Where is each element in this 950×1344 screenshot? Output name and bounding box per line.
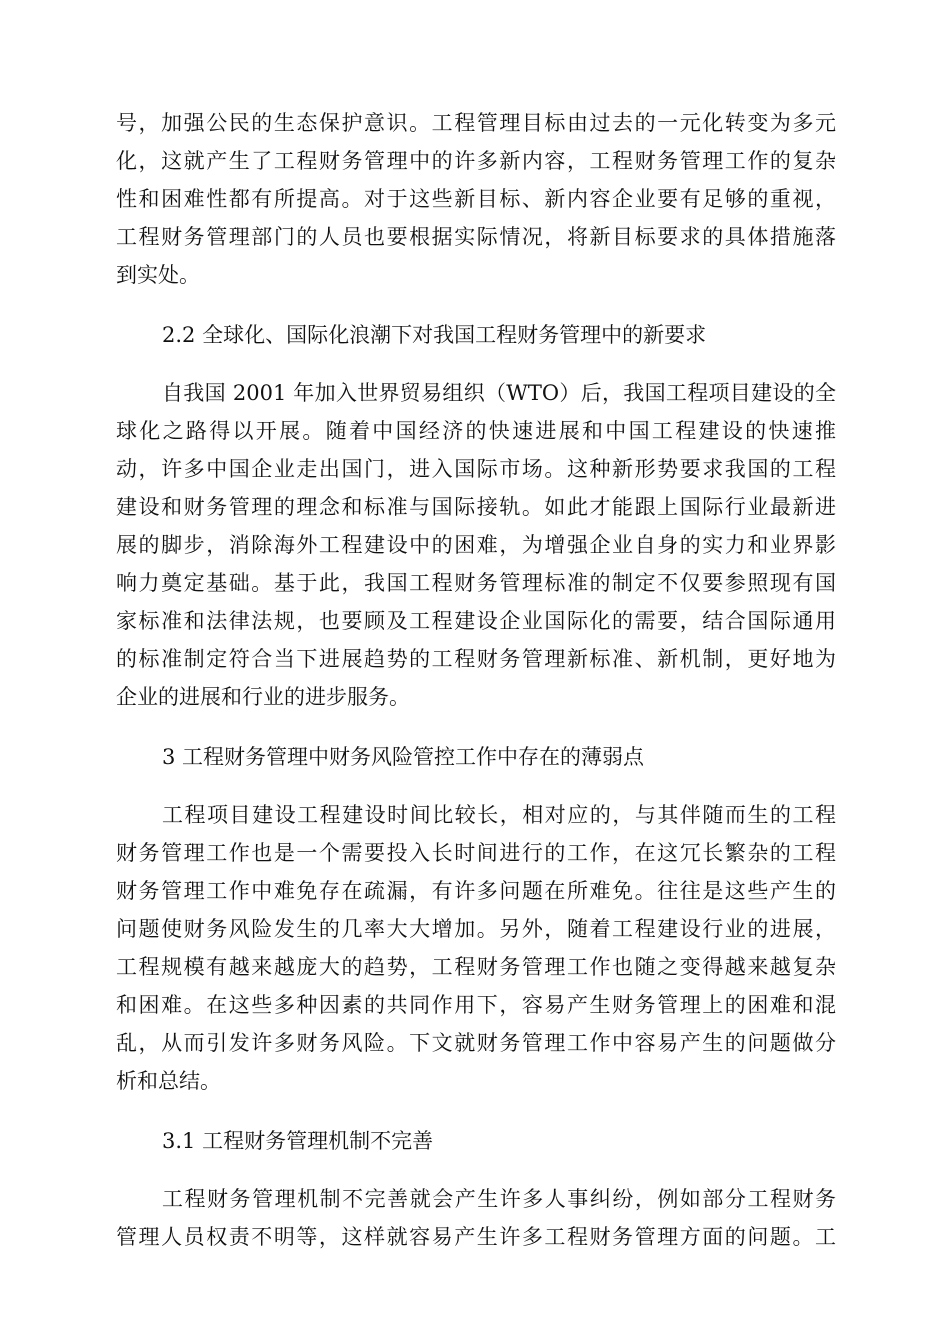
paragraph-line: 和困难。在这些多种因素的共同作用下，容易产生财务管理上的困难和混 [116,993,836,1017]
paragraph-line: 展的脚步，消除海外工程建设中的困难，为增强企业自身的实力和业界影 [116,533,836,557]
paragraph-line: 自我国 2001 年加入世界贸易组织（WTO）后，我国工程项目建设的全 [162,381,836,405]
paragraph-line: 球化之路得以开展。随着中国经济的快速进展和中国工程建设的快速推 [116,419,836,443]
paragraph-line: 工程财务管理部门的人员也要根据实际情况，将新目标要求的具体措施落 [116,225,836,249]
paragraph-line: 响力奠定基础。基于此，我国工程财务管理标准的制定不仅要参照现有国 [116,571,836,595]
paragraph-line: 管理人员权责不明等，这样就容易产生许多工程财务管理方面的问题。工 [116,1225,836,1249]
paragraph-line: 动，许多中国企业走出国门，进入国际市场。这种新形势要求我国的工程 [116,457,836,481]
paragraph-line: 家标准和法律法规，也要顾及工程建设企业国际化的需要，结合国际通用 [116,609,836,633]
paragraph-line: 到实处。 [116,263,200,287]
paragraph-line: 建设和财务管理的理念和标准与国际接轨。如此才能跟上国际行业最新进 [116,495,836,519]
paragraph-line: 财务管理工作也是一个需要投入长时间进行的工作，在这冗长繁杂的工程 [116,841,836,865]
paragraph-line: 性和困难性都有所提高。对于这些新目标、新内容企业要有足够的重视， [116,187,836,211]
paragraph-line: 的标准制定符合当下进展趋势的工程财务管理新标准、新机制，更好地为 [116,647,836,671]
paragraph-line: 工程规模有越来越庞大的趋势，工程财务管理工作也随之变得越来越复杂 [116,955,836,979]
paragraph-line: 化，这就产生了工程财务管理中的许多新内容，工程财务管理工作的复杂 [116,149,836,173]
section-heading: 3.1 工程财务管理机制不完善 [162,1129,434,1153]
paragraph-line: 析和总结。 [116,1069,221,1093]
paragraph-line: 号，加强公民的生态保护意识。工程管理目标由过去的一元化转变为多元 [116,111,836,135]
paragraph-line: 财务管理工作中难免存在疏漏，有许多问题在所难免。往往是这些产生的 [116,879,836,903]
section-heading: 2.2 全球化、国际化浪潮下对我国工程财务管理中的新要求 [162,323,707,347]
paragraph-line: 工程财务管理机制不完善就会产生许多人事纠纷，例如部分工程财务 [162,1187,836,1211]
paragraph-line: 乱，从而引发许多财务风险。下文就财务管理工作中容易产生的问题做分 [116,1031,836,1055]
section-heading: 3 工程财务管理中财务风险管控工作中存在的薄弱点 [162,745,645,769]
paragraph-line: 工程项目建设工程建设时间比较长，相对应的，与其伴随而生的工程 [162,803,836,827]
paragraph-line: 企业的进展和行业的进步服务。 [116,685,410,709]
paragraph-line: 问题使财务风险发生的几率大大增加。另外，随着工程建设行业的进展， [116,917,836,941]
